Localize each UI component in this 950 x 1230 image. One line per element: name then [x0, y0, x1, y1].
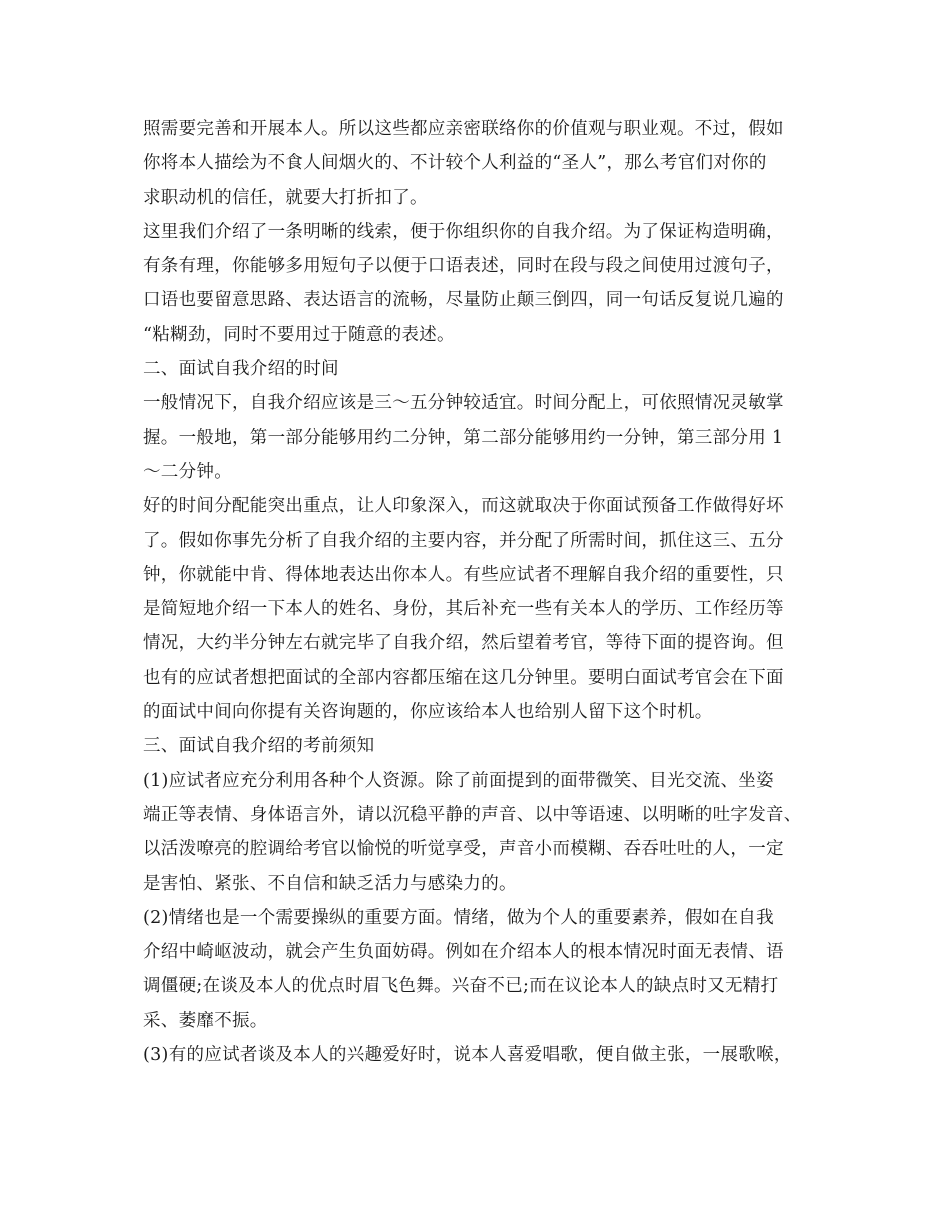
text-line: (2)情绪也是一个需要操纵的重要方面。情绪，做为个人的重要素养，假如在自我 [143, 907, 774, 928]
text-line: ～二分钟。 [143, 461, 232, 482]
text-line: 一般情况下，自我介绍应该是三～五分钟较适宜。时间分配上，可依照情况灵敏掌 [143, 393, 784, 414]
text-line: 你将本人描绘为不食人间烟火的、不计较个人利益的“圣人”，那么考官们对你的 [143, 153, 767, 174]
text-line: 求职动机的信任，就要大打折扣了。 [143, 187, 428, 208]
text-line: 也有的应试者想把面试的全部内容都压缩在这几分钟里。要明白面试考官会在下面 [143, 667, 784, 688]
text-line: 介绍中崎岖波动，就会产生负面妨碍。例如在介绍本人的根本情况时面无表情、语 [143, 942, 784, 963]
text-line: 好的时间分配能突出重点，让人印象深入，而这就取决于你面试预备工作做得好坏 [143, 496, 784, 517]
text-line: 以活泼嘹亮的腔调给考官以愉悦的听觉享受，声音小而模糊、吞吞吐吐的人，一定 [143, 839, 784, 860]
text-line: 照需要完善和开展本人。所以这些都应亲密联络你的价值观与职业观。不过，假如 [143, 119, 784, 139]
text-line: (1)应试者应充分利用各种个人资源。除了前面提到的面带微笑、目光交流、坐姿 [143, 770, 774, 791]
text-line: 是害怕、紧张、不自信和缺乏活力与感染力的。 [143, 873, 517, 894]
text-line: 握。一般地，第一部分能够用约二分钟，第二部分能够用约一分钟，第三部分用 1 [143, 427, 784, 448]
text-line: 口语也要留意思路、表达语言的流畅，尽量防止颠三倒四，同一句话反复说几遍的 [143, 290, 784, 311]
text-line: 了。假如你事先分析了自我介绍的主要内容，并分配了所需时间，抓住这三、五分 [143, 530, 784, 551]
text-line: “粘糊劲，同时不要用过于随意的表述。 [143, 324, 455, 345]
text-line: 情况，大约半分钟左右就完毕了自我介绍，然后望着考官，等待下面的提咨询。但 [143, 633, 784, 654]
text-line: 是简短地介绍一下本人的姓名、身份，其后补充一些有关本人的学历、工作经历等 [143, 599, 784, 620]
text-line: 采、萎靡不振。 [143, 1010, 268, 1031]
section-heading: 二、面试自我介绍的时间 [143, 359, 339, 380]
text-line: 的面试中间向你提有关咨询题的，你应该给本人也给别人留下这个时机。 [143, 702, 713, 723]
text-line: (3)有的应试者谈及本人的兴趣爱好时，说本人喜爱唱歌，便自做主张，一展歌喉， [143, 1045, 792, 1066]
text-line: 端正等表情、身体语言外，请以沉稳平静的声音、以中等语速、以明晰的吐字发音、 [143, 804, 802, 825]
text-line: 钟，你就能中肯、得体地表达出你本人。有些应试者不理解自我介绍的重要性，只 [143, 564, 784, 585]
section-heading: 三、面试自我介绍的考前须知 [143, 736, 375, 757]
text-line: 有条有理，你能够多用短句子以便于口语表述，同时在段与段之间使用过渡句子， [143, 256, 784, 277]
text-line: 调僵硬;在谈及本人的优点时眉飞色舞。兴奋不已;而在议论本人的缺点时又无精打 [143, 976, 779, 997]
text-line: 这里我们介绍了一条明晰的线索，便于你组织你的自我介绍。为了保证构造明确， [143, 221, 784, 242]
document-body [143, 112, 823, 1072]
